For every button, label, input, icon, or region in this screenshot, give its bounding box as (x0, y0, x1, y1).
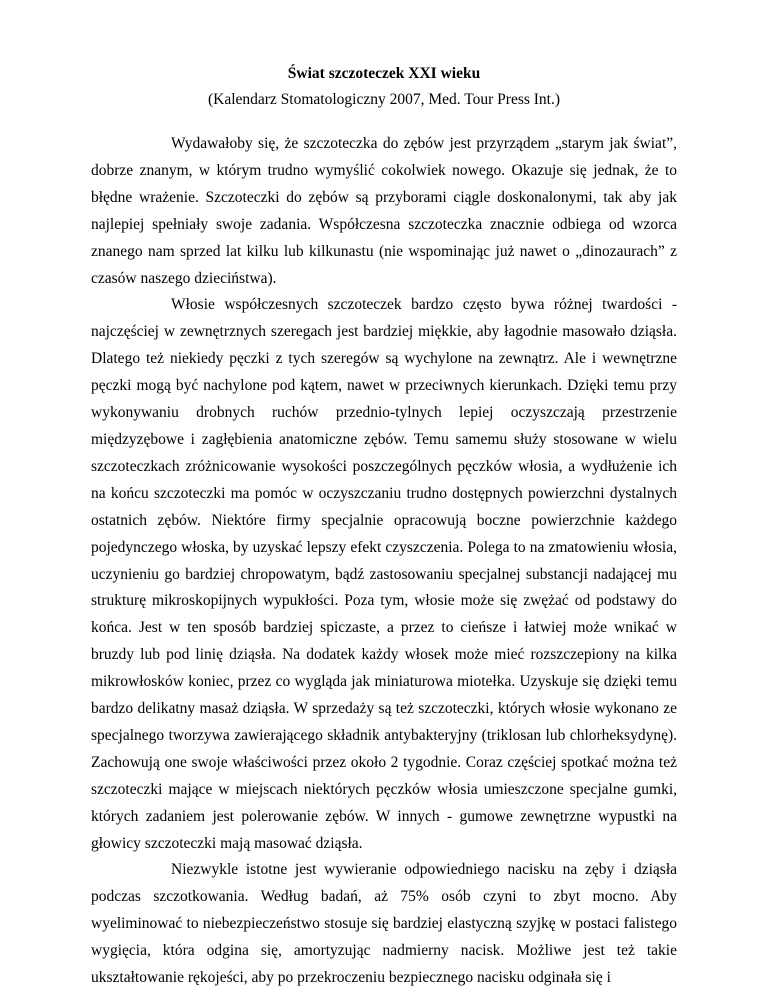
paragraph-intro: Wydawałoby się, że szczoteczka do zębów jest przyrządem „starym jak świat”, dobrze znanym, w którym trudno wymyślić cokolwiek nowego. Okazuje się jednak, że to błędne wrażenie. Szczoteczki do zębów są przyborami ciągle doskonalonymi, tak aby jak najlepiej spełniały swoje zadania. Współczesna szczoteczka znacznie odbiega od wzorca znanego nam sprzed lat kilku lub kilkunastu (nie wspominając już nawet o „dinozaurach” z czasów naszego dzieciństwa). (91, 135, 677, 287)
paragraph-pressure: Niezwykle istotne jest wywieranie odpowiedniego nacisku na zęby i dziąsła podczas szczotkowania. Według badań, aż 75% osób czyni to zbyt mocno. Aby wyeliminować to niebezpieczeństwo stosuje się bardziej elastyczną szyjkę w postaci falistego wygięcia, która odgina się, amortyzując nadmierny nacisk. Możliwe jest też takie ukształtowanie rękojeści, aby po przekroczeniu bezpiecznego nacisku odginała się i (91, 861, 677, 987)
paragraph-bristles: Włosie współczesnych szczoteczek bardzo często bywa różnej twardości - najczęściej w zewnętrznych szeregach jest bardziej miękkie, aby łagodnie masowało dziąsła. Dlatego też niekiedy pęczki z tych szeregów są wychylone na zewnątrz. Ale i wewnętrzne pęczki mogą być nachylone pod kątem, nawet w przeciwnych kierunkach. Dzięki temu przy wykonywaniu drobnych ruchów przednio-tylnych lepiej oczyszczają przestrzenie międzyzębowe i zagłębienia anatomiczne zębów. Temu samemu służy stosowane w wielu szczoteczkach zróżnicowanie wysokości poszczególnych pęczków włosia, a wydłużenie ich na końcu szczoteczki ma pomóc w oczyszczaniu trudno dostępnych powierzchni dystalnych ostatnich zębów. Niektóre firmy specjalnie opracowują boczne powierzchnie każdego pojedynczego włoska, by uzyskać lepszy efekt czyszczenia. Polega to na zmatowieniu włosia, uczynieniu go bardziej chropowatym, bądź zastosowaniu specjalnej substancji nadającej mu strukturę mikroskopijnych wypukłości. Poza tym, włosie może się zwężać od podstawy do końca. Jest w ten sposób bardziej spiczaste, a przez to cieńsze i łatwiej może wnikać w bruzdy lub pod linię dziąsła. Na dodatek każdy włosek może mieć rozszczepiony na kilka mikrowłosków koniec, przez co wygląda jak miniaturowa miotełka. Uzyskuje się dzięki temu bardzo delikatny masaż dziąsła. W sprzedaży są też szczoteczki, których włosie wykonano ze specjalnego tworzywa zawierającego składnik antybakteryjny (triklosan lub chlorheksydynę). Zachowują one swoje właściwości przez około 2 tygodnie. Coraz częściej spotkać można też szczoteczki mające w miejscach niektórych pęczków włosia umieszczone specjalne gumki, których zadaniem jest polerowanie zębów. W innych - gumowe zewnętrzne wypustki na głowicy szczoteczki mają masować dziąsła. (91, 296, 677, 852)
document-title: Świat szczoteczek XXI wieku (287, 65, 481, 82)
document-page (91, 61, 677, 992)
document-source: (Kalendarz Stomatologiczny 2007, Med. Tour Press Int.) (207, 91, 561, 108)
